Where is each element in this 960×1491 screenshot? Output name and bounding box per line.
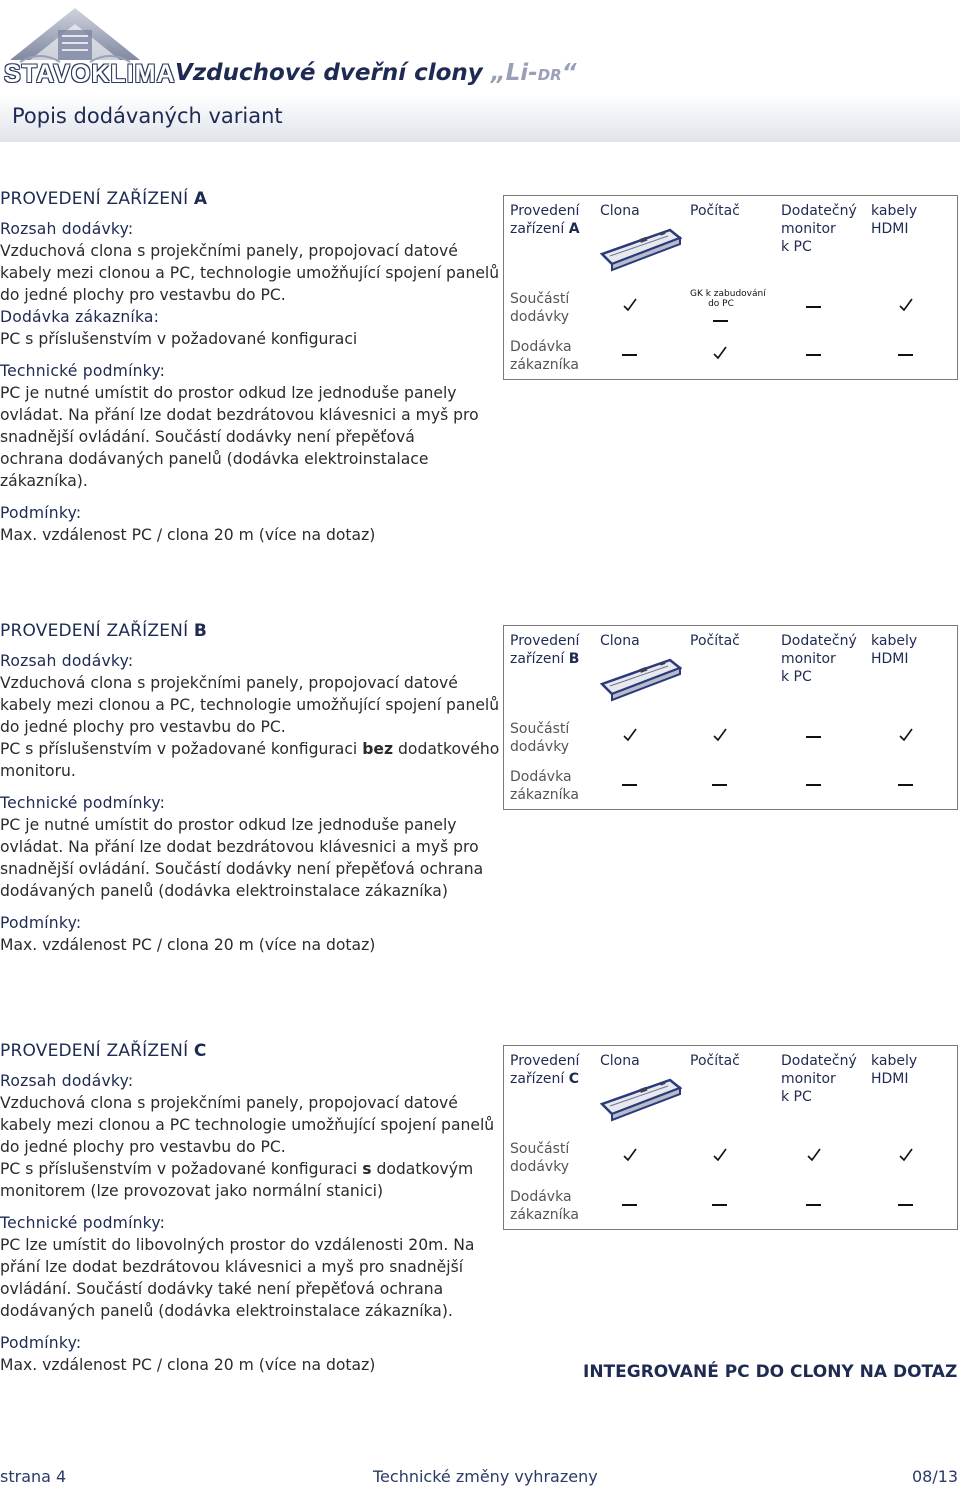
col-header-kabely-2: HDMI: [871, 1071, 909, 1087]
row1-col4-check-icon: [899, 298, 913, 312]
conditions-label: Podmínky:: [0, 504, 82, 522]
row1-col2-check-icon: [713, 728, 727, 742]
corner-letter: A: [568, 221, 580, 237]
col-header-pocitac: Počítač: [690, 203, 740, 219]
col-header-pocitac: Počítač: [690, 633, 740, 649]
row2-col3-dash-icon: [806, 354, 821, 356]
logo-text: STAVOKLIMA: [4, 60, 176, 88]
col-header-monitor-3: k PC: [781, 1089, 812, 1105]
col-header-kabely-1: kabely: [871, 633, 918, 649]
scope-text: Vzduchová clona s projekčními panely, propojovací datové kabely mezi clonou a PC, technologie umožňující spojení panelů do jedné plochy pro vestavbu do PC.: [0, 674, 500, 736]
variant-table-a: [503, 195, 958, 380]
row-label-zakaznika: zákazníka: [510, 787, 579, 803]
conditions-text: Max. vzdálenost PC / clona 20 m (více na dotaz): [0, 936, 376, 954]
row-label-soucasti: Součástí: [510, 1141, 570, 1157]
corner-label: zařízení: [510, 221, 569, 237]
col-header-monitor-2: monitor: [781, 221, 836, 237]
row2-col2-dash-icon: [712, 1204, 727, 1206]
row1-col4-check-icon: [899, 728, 913, 742]
row-label-soucasti: Součástí: [510, 291, 570, 307]
row2-col4-dash-icon: [898, 784, 913, 786]
conditions-text: Max. vzdálenost PC / clona 20 m (více na dotaz): [0, 1356, 376, 1374]
tech-label: Technické podmínky:: [0, 362, 166, 380]
row-label-dodavka: Dodávka: [510, 339, 572, 355]
row2-col2-check-icon: [713, 346, 727, 360]
variant-table-b: [503, 625, 958, 810]
col-header-kabely-1: kabely: [871, 1053, 918, 1069]
row1-col1-check-icon: [623, 728, 637, 742]
conditions-text: Max. vzdálenost PC / clona 20 m (více na dotaz): [0, 526, 376, 544]
row-label-soucasti: Součástí: [510, 721, 570, 737]
tech-label: Technické podmínky:: [0, 1214, 166, 1232]
row1-col3-check-icon: [807, 1148, 821, 1162]
air-curtain-unit-icon: [600, 654, 682, 706]
row2-col4-dash-icon: [898, 1204, 913, 1206]
row-label-dodavka: Dodávka: [510, 1189, 572, 1205]
air-curtain-unit-icon: [600, 224, 682, 276]
footer-notice: Technické změny vyhrazeny: [373, 1467, 598, 1486]
col-header-monitor-1: Dodatečný: [781, 633, 857, 649]
col-header-monitor-3: k PC: [781, 669, 812, 685]
scope-text-2: PC s příslušenstvím v požadované konfiguraci bez dodatkového monitoru.: [0, 740, 500, 780]
variant-table-c: [503, 1045, 958, 1230]
row-label-dodavky: dodávky: [510, 739, 570, 755]
col-header-monitor-3: k PC: [781, 239, 812, 255]
document-title: Vzduchové dveřní clony „Li-DR“: [175, 60, 577, 86]
integrated-pc-note: INTEGROVANÉ PC DO CLONY NA DOTAZ: [583, 1362, 958, 1382]
col-header-clona: Clona: [600, 633, 640, 649]
row-label-dodavka: Dodávka: [510, 769, 572, 785]
section-c: [0, 1040, 500, 1376]
corner-line-2: [510, 650, 579, 668]
section-heading: PROVEDENÍ ZAŘÍZENÍ A: [0, 189, 208, 209]
air-curtain-unit-icon: [600, 1074, 682, 1126]
scope-text: Vzduchová clona s projekčními panely, propojovací datové kabely mezi clonou a PC technologie umožňující spojení panelů do jedné plochy pro vestavbu do PC.: [0, 1094, 495, 1156]
customer-text: PC s příslušenstvím v požadované konfiguraci: [0, 330, 358, 348]
corner-line-1: Provedení: [510, 1053, 580, 1069]
footer-date: 08/13: [912, 1467, 959, 1486]
row2-col1-dash-icon: [622, 354, 637, 356]
row2-col2-dash-icon: [712, 784, 727, 786]
row-label-zakaznika: zákazníka: [510, 357, 579, 373]
row-label-dodavky: dodávky: [510, 1159, 570, 1175]
col-header-monitor-2: monitor: [781, 651, 836, 667]
row2-col3-dash-icon: [806, 784, 821, 786]
corner-letter: B: [568, 651, 580, 667]
row1-col4-check-icon: [899, 1148, 913, 1162]
col-header-pocitac: Počítač: [690, 1053, 740, 1069]
corner-line-1: Provedení: [510, 633, 580, 649]
customer-label: Dodávka zákazníka:: [0, 308, 160, 326]
corner-line-2: [510, 1070, 579, 1088]
row1-col2-dash-icon: [713, 320, 728, 322]
col-header-kabely-1: kabely: [871, 203, 918, 219]
row-label-zakaznika: zákazníka: [510, 1207, 579, 1223]
row-label-dodavky: dodávky: [510, 309, 570, 325]
section-a: [0, 188, 500, 546]
row2-col1-dash-icon: [622, 1204, 637, 1206]
col-header-kabely-2: HDMI: [871, 651, 909, 667]
pc-note-line-1: GK k zabudování: [690, 289, 766, 299]
conditions-label: Podmínky:: [0, 914, 82, 932]
row1-col1-check-icon: [623, 1148, 637, 1162]
corner-line-2: [510, 220, 580, 238]
col-header-clona: Clona: [600, 1053, 640, 1069]
conditions-label: Podmínky:: [0, 1334, 82, 1352]
row2-col3-dash-icon: [806, 1204, 821, 1206]
tech-text: PC lze umístit do libovolných prostor do vzdálenosti 20m. Na přání lze dodat bezdrátovou klávesnici a myš pro snadnější ovládání. Součástí dodávky také není přepěťová ochrana dodávaných panelů (dodávka elektroinstalace zákazníka).: [0, 1236, 475, 1320]
tech-text: PC je nutné umístit do prostor odkud lze jednoduše panely ovládat. Na přání lze dodat bezdrátovou klávesnici a myš pro snadnější ovládání. Součástí dodávky není přepěťová ochrana dodávaných panelů (dodávka elektroinstalace zákazníka): [0, 816, 484, 900]
scope-label: Rozsah dodávky:: [0, 652, 134, 670]
corner-letter: C: [568, 1071, 580, 1087]
col-header-clona: Clona: [600, 203, 640, 219]
col-header-monitor-1: Dodatečný: [781, 203, 857, 219]
row1-col1-check-icon: [623, 298, 637, 312]
col-header-monitor-2: monitor: [781, 1071, 836, 1087]
col-header-monitor-1: Dodatečný: [781, 1053, 857, 1069]
section-b: [0, 620, 500, 956]
pc-note-line-2: do PC: [708, 299, 734, 309]
footer-page-number: strana 4: [0, 1467, 67, 1486]
row2-col4-dash-icon: [898, 354, 913, 356]
corner-label: zařízení: [510, 651, 569, 667]
corner-label: zařízení: [510, 1071, 569, 1087]
page-subtitle: Popis dodávaných variant: [12, 104, 283, 128]
corner-line-1: Provedení: [510, 203, 580, 219]
section-heading: PROVEDENÍ ZAŘÍZENÍ B: [0, 621, 208, 641]
row1-col3-dash-icon: [806, 306, 821, 308]
scope-text-2: PC s příslušenstvím v požadované konfiguraci s dodatkovým monitorem (lze provozovat jako normální stanici): [0, 1160, 474, 1200]
scope-label: Rozsah dodávky:: [0, 1072, 134, 1090]
row1-col2-check-icon: [713, 1148, 727, 1162]
section-heading: PROVEDENÍ ZAŘÍZENÍ C: [0, 1041, 207, 1061]
tech-text: PC je nutné umístit do prostor odkud lze jednoduše panely ovládat. Na přání lze dodat bezdrátovou klávesnici a myš pro snadnější ovládání. Součástí dodávky není přepěťová ochrana dodávaných panelů (dodávka elektroinstalace zákazníka).: [0, 384, 479, 490]
row1-col3-dash-icon: [806, 736, 821, 738]
row2-col1-dash-icon: [622, 784, 637, 786]
tech-label: Technické podmínky:: [0, 794, 166, 812]
scope-text: Vzduchová clona s projekčními panely, propojovací datové kabely mezi clonou a PC, technologie umožňující spojení panelů do jedné plochy pro vestavbu do PC.: [0, 242, 500, 304]
scope-label: Rozsah dodávky:: [0, 220, 134, 238]
col-header-kabely-2: HDMI: [871, 221, 909, 237]
